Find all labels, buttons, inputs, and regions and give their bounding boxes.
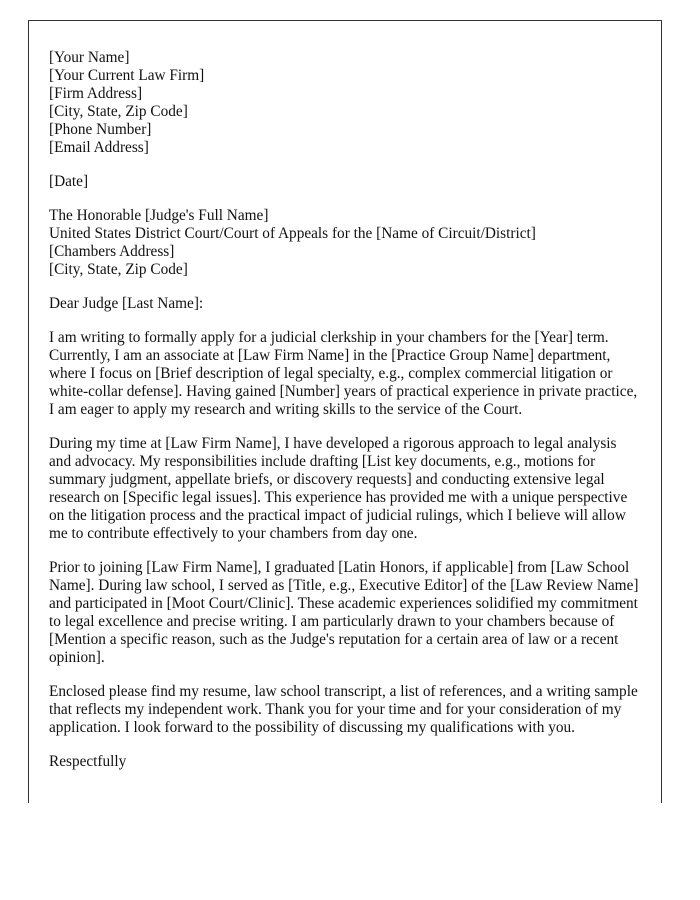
salutation: Dear Judge [Last Name]:	[49, 295, 204, 312]
body-paragraph: Prior to joining [Law Firm Name], I graduated [Latin Honors, if applicable] from [Law School Name]. During law school, I served as [Title, e.g., Executive Editor] of the [Law Review Name] and participated in [Moot Court/Clinic]. These academic experiences solidified my commitment to legal excellence and precise writing. I am particularly drawn to your chambers because of [Mention a specific reason, such as the Judge's reputation for a certain area of law or a recent opinion].	[49, 559, 639, 666]
sender-firm: [Your Current Law Firm]	[49, 67, 205, 84]
recipient-block	[49, 207, 641, 279]
letter-document	[28, 20, 662, 803]
letter-date: [Date]	[49, 173, 89, 190]
sender-phone: [Phone Number]	[49, 121, 152, 138]
recipient-address: [Chambers Address]	[49, 243, 175, 260]
recipient-city: [City, State, Zip Code]	[49, 261, 188, 278]
sender-block	[49, 49, 641, 157]
body-paragraph: During my time at [Law Firm Name], I have developed a rigorous approach to legal analysis and advocacy. My responsibilities include drafting [List key documents, e.g., motions for summary judgment, appellate briefs, or discovery requests] and conducting extensive legal research on [Specific legal issues]. This experience has provided me with a unique perspective on the litigation process and the practical impact of judicial rulings, which I believe will allow me to contribute effectively to your chambers from day one.	[49, 435, 628, 542]
recipient-name: The Honorable [Judge's Full Name]	[49, 207, 269, 224]
recipient-court: United States District Court/Court of Appeals for the [Name of Circuit/District]	[49, 225, 536, 242]
sender-address: [Firm Address]	[49, 85, 143, 102]
body-paragraph: I am writing to formally apply for a judicial clerkship in your chambers for the [Year] term. Currently, I am an associate at [Law Firm Name] in the [Practice Group Name] department, where I focus on [Brief description of legal specialty, e.g., complex commercial litigation or white-collar defense]. Having gained [Number] years of practical experience in private practice, I am eager to apply my research and writing skills to the service of the Court.	[49, 329, 638, 418]
sender-city: [City, State, Zip Code]	[49, 103, 188, 120]
closing: Respectfully	[49, 753, 127, 770]
body-paragraph: Enclosed please find my resume, law school transcript, a list of references, and a writing sample that reflects my independent work. Thank you for your time and for your consideration of my application. I look forward to the possibility of discussing my qualifications with you.	[49, 683, 638, 736]
sender-email: [Email Address]	[49, 139, 149, 156]
sender-name: [Your Name]	[49, 49, 130, 66]
